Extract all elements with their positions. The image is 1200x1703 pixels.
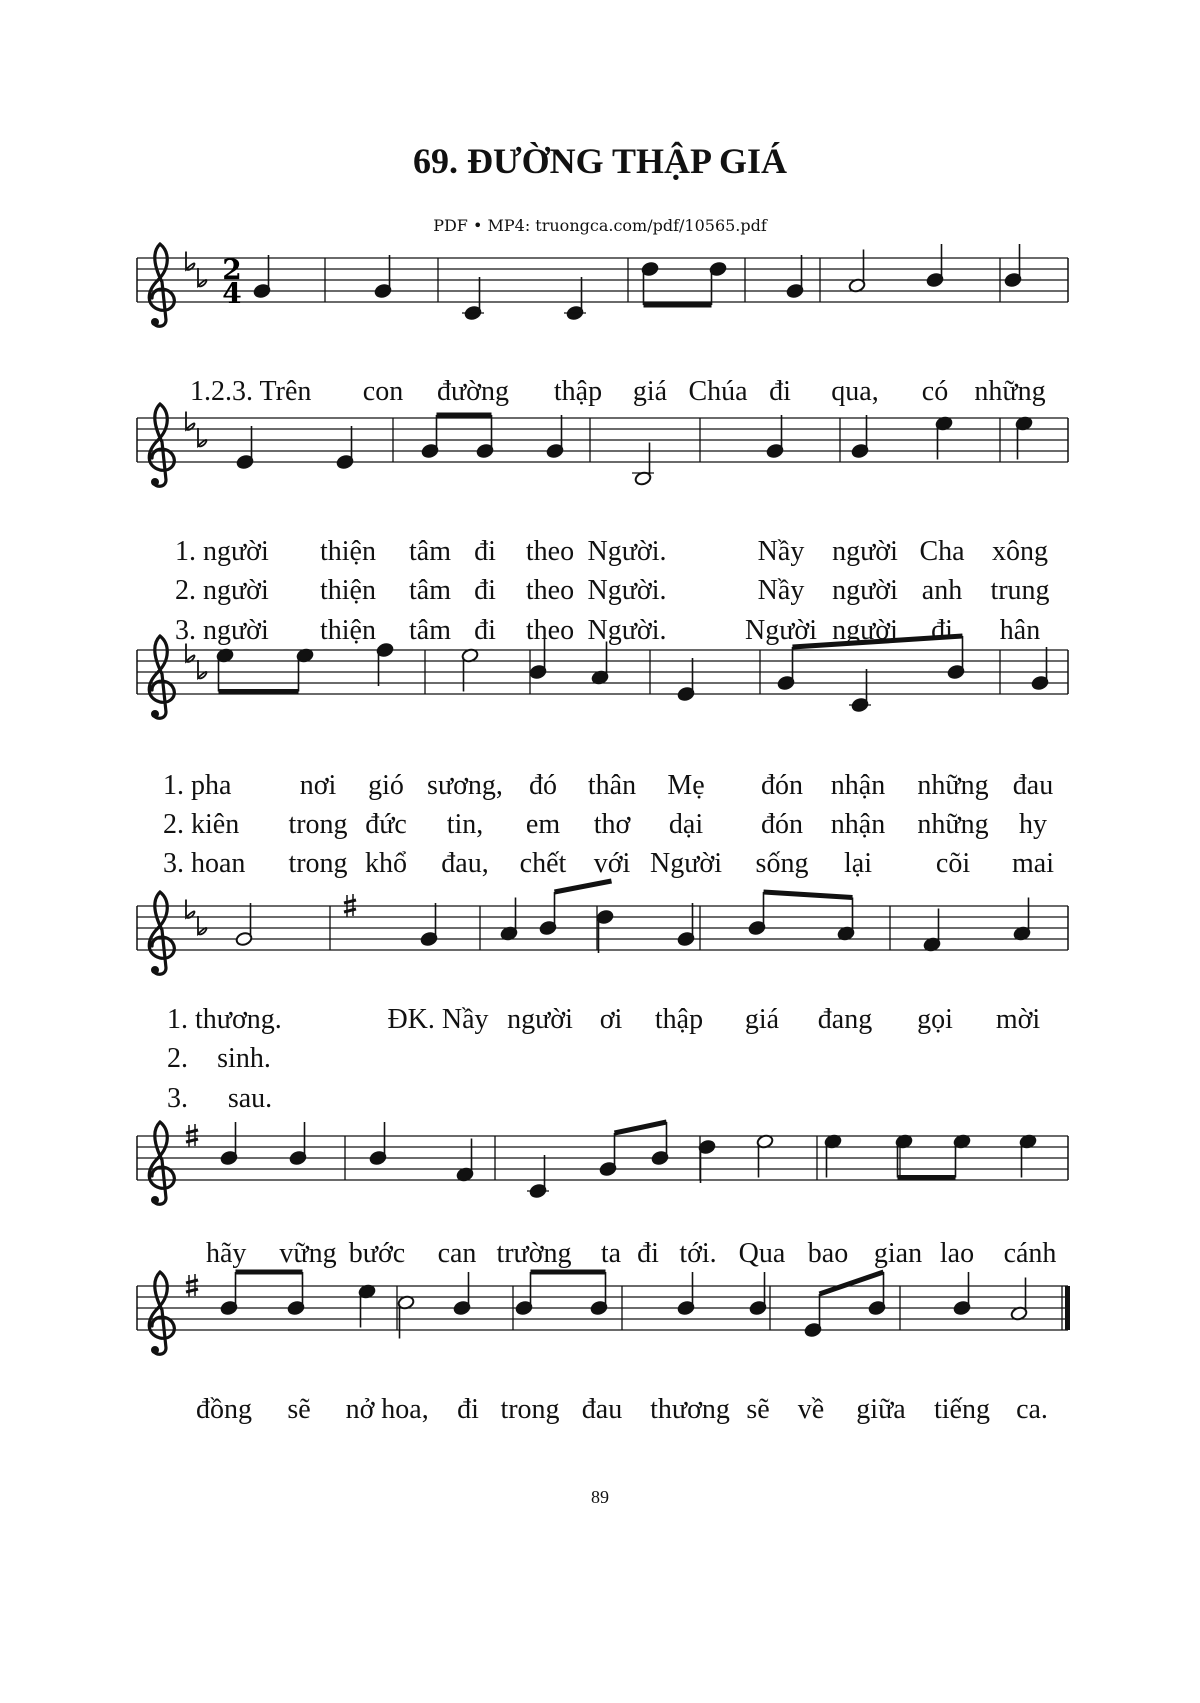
lyric-syllable: đức xyxy=(365,809,407,840)
lyric-syllable: Cha xyxy=(919,536,965,567)
lyric-syllable: sinh. xyxy=(217,1043,271,1074)
lyric-syllable: thiện xyxy=(320,536,376,567)
beam xyxy=(615,1122,667,1133)
lyric-syllable: giá xyxy=(632,376,668,407)
lyric-syllable: đi xyxy=(474,615,496,646)
lyric-syllable: hân xyxy=(999,615,1041,646)
lyric-syllable: con xyxy=(362,376,404,407)
lyric-syllable: sau. xyxy=(227,1083,273,1114)
treble-clef-icon xyxy=(149,636,174,718)
beam xyxy=(820,1272,884,1294)
lyric-syllable: người xyxy=(832,536,898,567)
lyric-syllable: sống xyxy=(755,848,809,879)
lyric-syllable: tâm xyxy=(409,615,451,646)
flat-icon xyxy=(186,412,195,430)
lyric-syllable: 1.2.3. Trên xyxy=(190,376,312,407)
lyric-syllable: Nầy xyxy=(757,536,805,567)
lyric-syllable: tiếng xyxy=(934,1394,990,1425)
lyric-syllable: theo xyxy=(525,536,575,567)
lyric-syllable: bước xyxy=(348,1238,406,1269)
lyric-syllable: theo xyxy=(525,615,575,646)
lyric-syllable: theo xyxy=(525,575,575,606)
lyric-syllable: gian xyxy=(873,1238,923,1269)
lyric-syllable: thiện xyxy=(320,575,376,606)
lyric-syllable: ơi xyxy=(599,1004,623,1035)
lyric-syllable: thân xyxy=(587,770,637,801)
lyric-syllable: đồng xyxy=(196,1394,252,1425)
lyric-syllable: khổ xyxy=(365,848,407,879)
lyric-syllable: đi xyxy=(637,1238,659,1269)
lyric-syllable: lại xyxy=(844,848,872,879)
lyric-syllable: chết xyxy=(519,848,567,879)
lyric-syllable: Người. xyxy=(587,536,667,567)
beam xyxy=(764,892,853,898)
lyric-syllable: người xyxy=(832,615,898,646)
treble-clef-icon xyxy=(149,1272,174,1354)
lyric-syllable: 3. xyxy=(167,1083,188,1114)
lyric-syllable: những xyxy=(974,376,1046,407)
beam xyxy=(555,881,612,892)
page-number: 89 xyxy=(591,1487,609,1507)
lyric-syllable: tới. xyxy=(679,1238,717,1269)
lyric-syllable: 3. hoan xyxy=(163,848,246,879)
lyric-syllable: tin, xyxy=(446,809,484,840)
flat-icon xyxy=(186,900,195,918)
time-signature-top: 2 xyxy=(222,253,242,286)
lyric-syllable: 2. kiên xyxy=(163,809,240,840)
lyric-syllable: đang xyxy=(817,1004,873,1035)
lyric-syllable: 1. pha xyxy=(163,770,232,801)
lyric-syllable: sương, xyxy=(427,770,503,801)
flat-icon xyxy=(186,644,195,662)
lyric-syllable: người xyxy=(507,1004,573,1035)
lyric-syllable: sẽ xyxy=(287,1394,311,1425)
lyric-syllable: nhận xyxy=(830,809,886,840)
lyric-syllable: đau, xyxy=(441,848,489,879)
lyric-syllable: đường xyxy=(437,376,509,407)
lyric-syllable: gọi xyxy=(917,1004,953,1035)
lyric-syllable: hy xyxy=(1019,809,1047,840)
flat-icon xyxy=(198,660,207,678)
flat-icon xyxy=(198,268,207,286)
lyric-syllable: Người. xyxy=(587,575,667,606)
lyric-syllable: đau xyxy=(581,1394,623,1425)
treble-clef-icon xyxy=(149,892,174,974)
lyric-syllable: giá xyxy=(744,1004,780,1035)
lyric-syllable: với xyxy=(593,848,631,879)
lyric-syllable: đi xyxy=(457,1394,479,1425)
lyric-syllable: cõi xyxy=(935,848,971,879)
lyric-syllable: gió xyxy=(368,770,404,801)
lyric-syllable: em xyxy=(525,809,561,840)
lyric-syllable: 2. người xyxy=(175,575,269,606)
lyric-syllable: ta xyxy=(600,1238,622,1269)
lyric-syllable: hãy xyxy=(206,1238,247,1269)
lyric-syllable: qua, xyxy=(831,376,879,407)
lyric-syllable: thập xyxy=(654,1004,704,1035)
treble-clef-icon xyxy=(149,404,174,486)
lyric-syllable: đi xyxy=(474,575,496,606)
lyric-syllable: sẽ xyxy=(746,1394,770,1425)
lyric-syllable: đón xyxy=(761,770,803,801)
lyric-syllable: mời xyxy=(995,1004,1041,1035)
lyric-syllable: những xyxy=(917,809,989,840)
lyric-syllable: đi xyxy=(931,615,953,646)
lyric-syllable: trong xyxy=(500,1394,560,1425)
lyric-syllable: trong xyxy=(288,809,348,840)
lyric-syllable: Người xyxy=(745,615,817,646)
lyric-syllable: can xyxy=(437,1238,477,1269)
lyric-syllable: 2. xyxy=(167,1043,188,1074)
lyric-syllable: bao xyxy=(807,1238,849,1269)
lyric-syllable: trường xyxy=(496,1238,572,1269)
lyric-syllable: những xyxy=(917,770,989,801)
lyric-syllable: nhận xyxy=(830,770,886,801)
lyric-syllable: nơi xyxy=(299,770,337,801)
lyric-syllable: xông xyxy=(992,536,1048,567)
lyric-syllable: về xyxy=(797,1394,825,1425)
lyric-syllable: Người. xyxy=(587,615,667,646)
lyric-syllable: thơ xyxy=(593,809,631,840)
final-barline xyxy=(1065,1286,1070,1330)
lyric-syllable: mai xyxy=(1012,848,1054,879)
lyric-syllable: ĐK. Nầy xyxy=(387,1004,489,1035)
lyric-syllable: đi xyxy=(769,376,791,407)
lyric-syllable: đi xyxy=(474,536,496,567)
lyric-syllable: anh xyxy=(921,575,963,606)
lyric-syllable: dại xyxy=(668,809,704,840)
lyric-syllable: lao xyxy=(939,1238,975,1269)
lyric-syllable: đó xyxy=(529,770,557,801)
lyric-syllable: có xyxy=(921,376,949,407)
lyric-syllable: thương xyxy=(650,1394,730,1425)
time-signature-bottom: 4 xyxy=(222,277,242,310)
lyric-syllable: tâm xyxy=(409,575,451,606)
lyric-syllable: ca. xyxy=(1016,1394,1048,1425)
lyric-syllable: đón xyxy=(761,809,803,840)
flat-icon xyxy=(198,428,207,446)
flat-icon xyxy=(198,916,207,934)
lyric-syllable: hoa, xyxy=(381,1394,429,1425)
lyric-syllable: cánh xyxy=(1003,1238,1057,1269)
lyric-syllable: 1. thương. xyxy=(167,1004,282,1035)
lyric-syllable: tâm xyxy=(409,536,451,567)
lyric-syllable: vững xyxy=(279,1238,337,1269)
lyric-syllable: giữa xyxy=(856,1394,906,1425)
lyric-syllable: Người xyxy=(650,848,722,879)
lyric-syllable: 1. người xyxy=(175,536,269,567)
treble-clef-icon xyxy=(149,1122,174,1204)
treble-clef-icon xyxy=(149,244,174,326)
lyric-syllable: thiện xyxy=(320,615,376,646)
lyric-syllable: Chúa xyxy=(688,376,748,407)
lyric-syllable: 3. người xyxy=(175,615,269,646)
lyric-syllable: Qua xyxy=(738,1238,786,1269)
lyric-syllable: thập xyxy=(553,376,603,407)
song-title: 69. ĐƯỜNG THẬP GIÁ xyxy=(412,141,788,181)
source-link[interactable]: PDF • MP4: truongca.com/pdf/10565.pdf xyxy=(433,216,767,235)
lyric-syllable: đau xyxy=(1012,770,1054,801)
lyric-syllable: Nầy xyxy=(757,575,805,606)
lyric-syllable: Mẹ xyxy=(667,770,705,801)
flat-icon xyxy=(186,252,195,270)
lyric-syllable: trung xyxy=(990,575,1050,606)
lyric-syllable: người xyxy=(832,575,898,606)
lyric-syllable: trong xyxy=(288,848,348,879)
lyric-syllable: nở xyxy=(345,1394,375,1425)
